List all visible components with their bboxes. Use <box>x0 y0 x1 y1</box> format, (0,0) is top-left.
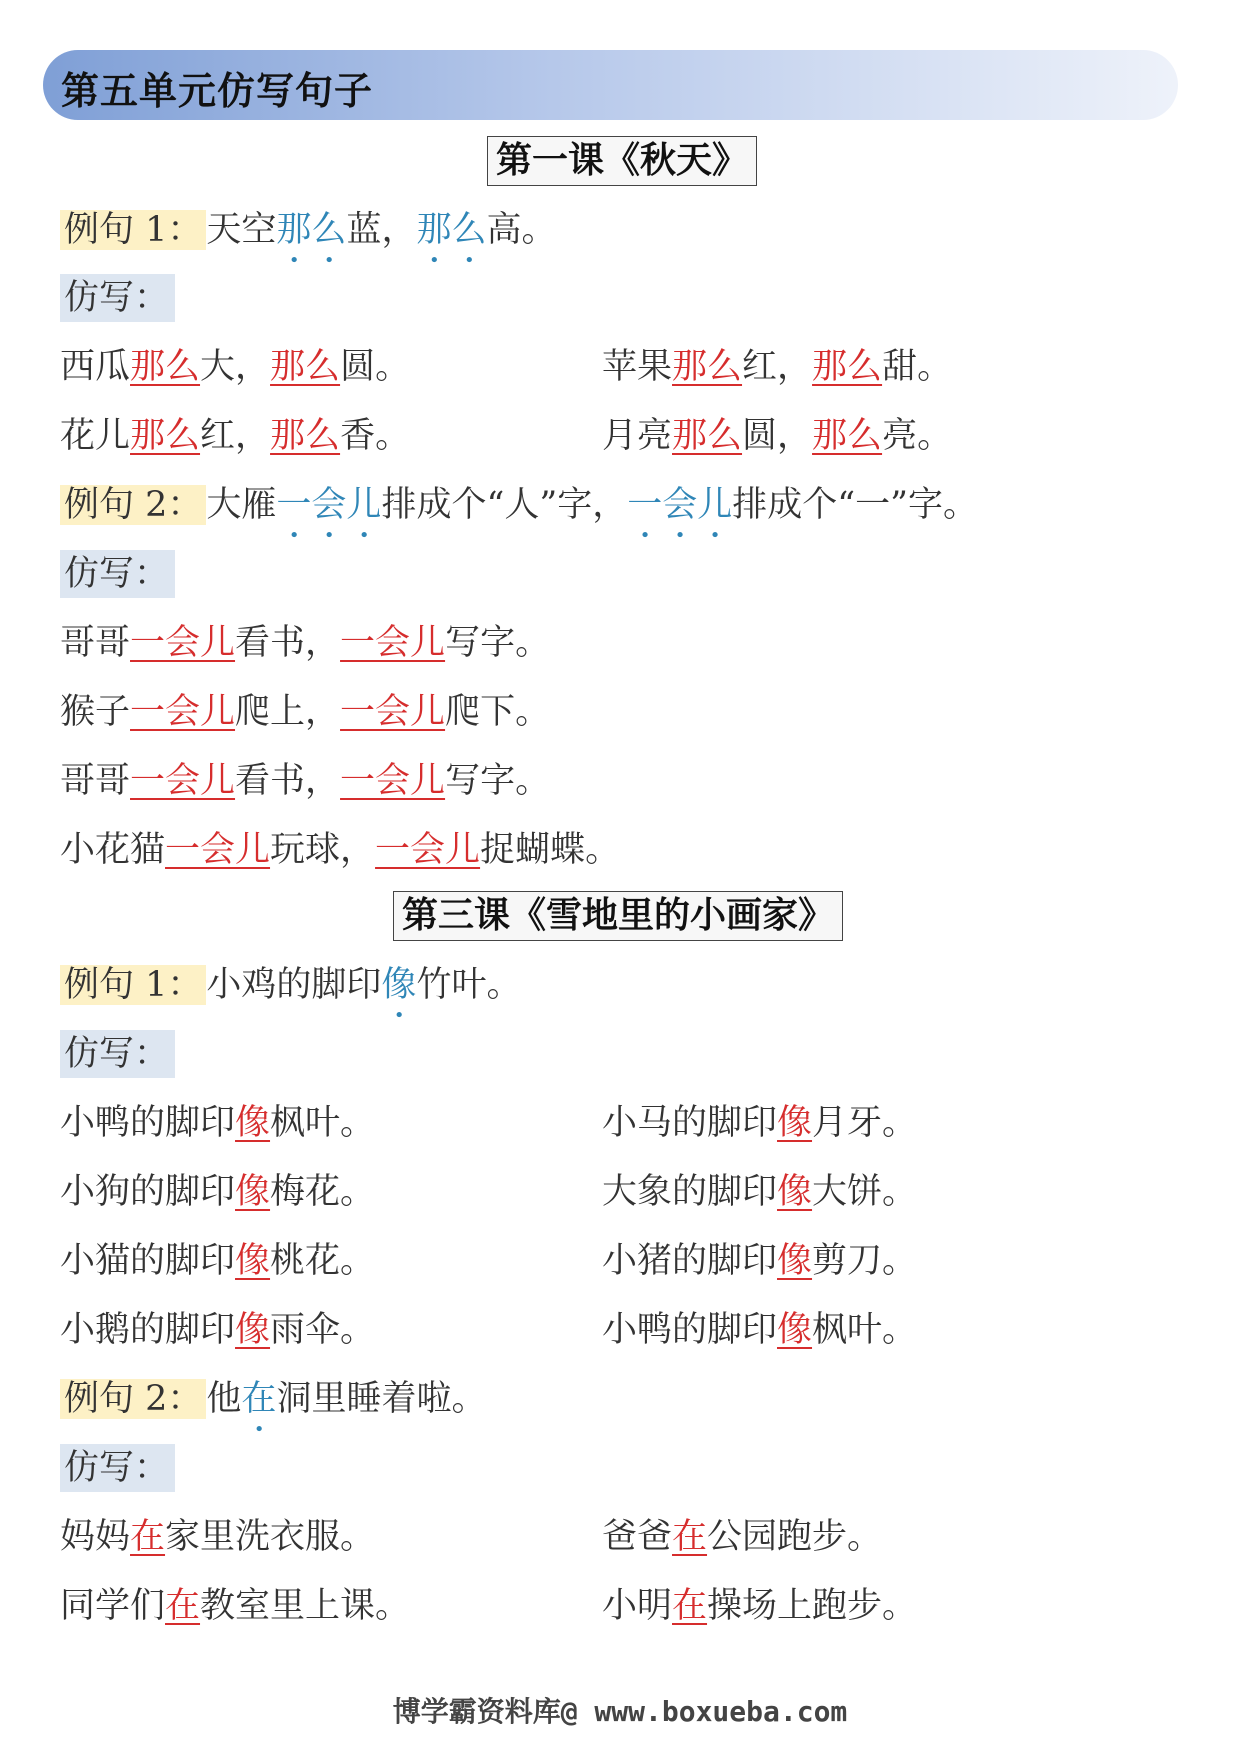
keyword: 像 <box>777 1241 813 1281</box>
keyword: 那么 <box>270 416 341 456</box>
example-label: 例句 1： <box>60 965 206 1005</box>
keyword: 那么 <box>276 210 347 250</box>
keyword: 像 <box>777 1172 813 1212</box>
sentence-text: 蓝， <box>346 210 417 250</box>
keyword: 在 <box>672 1517 708 1557</box>
lesson-3-example-1: 例句 1： 小鸡的脚印像竹叶。 <box>60 961 521 1026</box>
example-label: 例句 2： <box>60 485 206 525</box>
practice-sentence: 小明在操场上跑步。 <box>602 1586 918 1626</box>
keyword: 一会儿 <box>340 761 446 801</box>
example-label: 例句 2： <box>60 1379 206 1419</box>
keyword: 一会儿 <box>276 485 382 525</box>
practice-label: 仿写： <box>60 1030 175 1078</box>
keyword: 那么 <box>672 416 743 456</box>
practice-sentence: 同学们在教室里上课。 <box>60 1586 411 1626</box>
keyword: 在 <box>672 1586 708 1626</box>
practice-sentence: 哥哥一会儿看书，一会儿写字。 <box>60 761 551 801</box>
practice-sentence: 小鸭的脚印像枫叶。 <box>60 1103 376 1143</box>
practice-label: 仿写： <box>60 1444 175 1492</box>
section-title: 第五单元仿写句子 <box>61 69 374 113</box>
section-banner <box>43 50 1178 120</box>
practice-sentence: 妈妈在家里洗衣服。 <box>60 1517 376 1557</box>
keyword: 像 <box>235 1310 271 1350</box>
practice-sentence: 西瓜那么大，那么圆。 <box>60 347 411 387</box>
keyword: 一会儿 <box>375 830 481 870</box>
keyword: 那么 <box>130 347 201 387</box>
practice-sentence: 小鸭的脚印像枫叶。 <box>602 1310 918 1350</box>
lesson-3-title: 第三课《雪地里的小画家》 <box>393 891 843 941</box>
practice-sentence: 小狗的脚印像梅花。 <box>60 1172 376 1212</box>
keyword: 那么 <box>672 347 743 387</box>
keyword: 像 <box>777 1310 813 1350</box>
lesson-1-example-2: 例句 2： 大雁一会儿排成个“人”字，一会儿排成个“一”字。 <box>60 481 978 546</box>
practice-sentence: 哥哥一会儿看书，一会儿写字。 <box>60 623 551 663</box>
practice-label: 仿写： <box>60 274 175 322</box>
practice-sentence: 小猫的脚印像桃花。 <box>60 1241 376 1281</box>
practice-sentence: 大象的脚印像大饼。 <box>602 1172 918 1212</box>
lesson-3-example-2: 例句 2： 他在洞里睡着啦。 <box>60 1375 486 1440</box>
practice-sentence: 花儿那么红，那么香。 <box>60 416 411 456</box>
practice-sentence: 苹果那么红，那么甜。 <box>602 347 953 387</box>
practice-sentence: 小猪的脚印像剪刀。 <box>602 1241 918 1281</box>
practice-sentence: 月亮那么圆，那么亮。 <box>602 416 953 456</box>
keyword: 在 <box>165 1586 201 1626</box>
keyword: 那么 <box>130 416 201 456</box>
keyword: 那么 <box>812 416 883 456</box>
lesson-1-example-1 <box>60 206 556 271</box>
keyword: 在 <box>241 1379 277 1419</box>
practice-sentence: 小马的脚印像月牙。 <box>602 1103 918 1143</box>
keyword: 一会儿 <box>130 692 236 732</box>
keyword: 那么 <box>416 210 487 250</box>
keyword: 像 <box>235 1241 271 1281</box>
practice-sentence: 小花猫一会儿玩球，一会儿捉蝴蝶。 <box>60 830 621 870</box>
practice-label: 仿写： <box>60 550 175 598</box>
sentence-text: 天空 <box>206 210 277 250</box>
watermark: 博学霸资料库@ www.boxueba.com <box>392 1695 848 1728</box>
keyword: 一会儿 <box>130 761 236 801</box>
keyword: 一会儿 <box>627 485 733 525</box>
keyword: 那么 <box>812 347 883 387</box>
example-label: 例句 1： <box>60 210 206 250</box>
practice-sentence: 猴子一会儿爬上，一会儿爬下。 <box>60 692 551 732</box>
sentence-text: 高。 <box>486 210 557 250</box>
keyword: 像 <box>777 1103 813 1143</box>
keyword: 像 <box>235 1172 271 1212</box>
keyword: 一会儿 <box>165 830 271 870</box>
lesson-1-title: 第一课《秋天》 <box>487 136 757 186</box>
practice-sentence: 爸爸在公园跑步。 <box>602 1517 883 1557</box>
keyword: 在 <box>130 1517 166 1557</box>
keyword: 一会儿 <box>130 623 236 663</box>
keyword: 像 <box>381 965 417 1005</box>
practice-sentence: 小鹅的脚印像雨伞。 <box>60 1310 376 1350</box>
keyword: 那么 <box>270 347 341 387</box>
keyword: 一会儿 <box>340 623 446 663</box>
keyword: 像 <box>235 1103 271 1143</box>
keyword: 一会儿 <box>340 692 446 732</box>
